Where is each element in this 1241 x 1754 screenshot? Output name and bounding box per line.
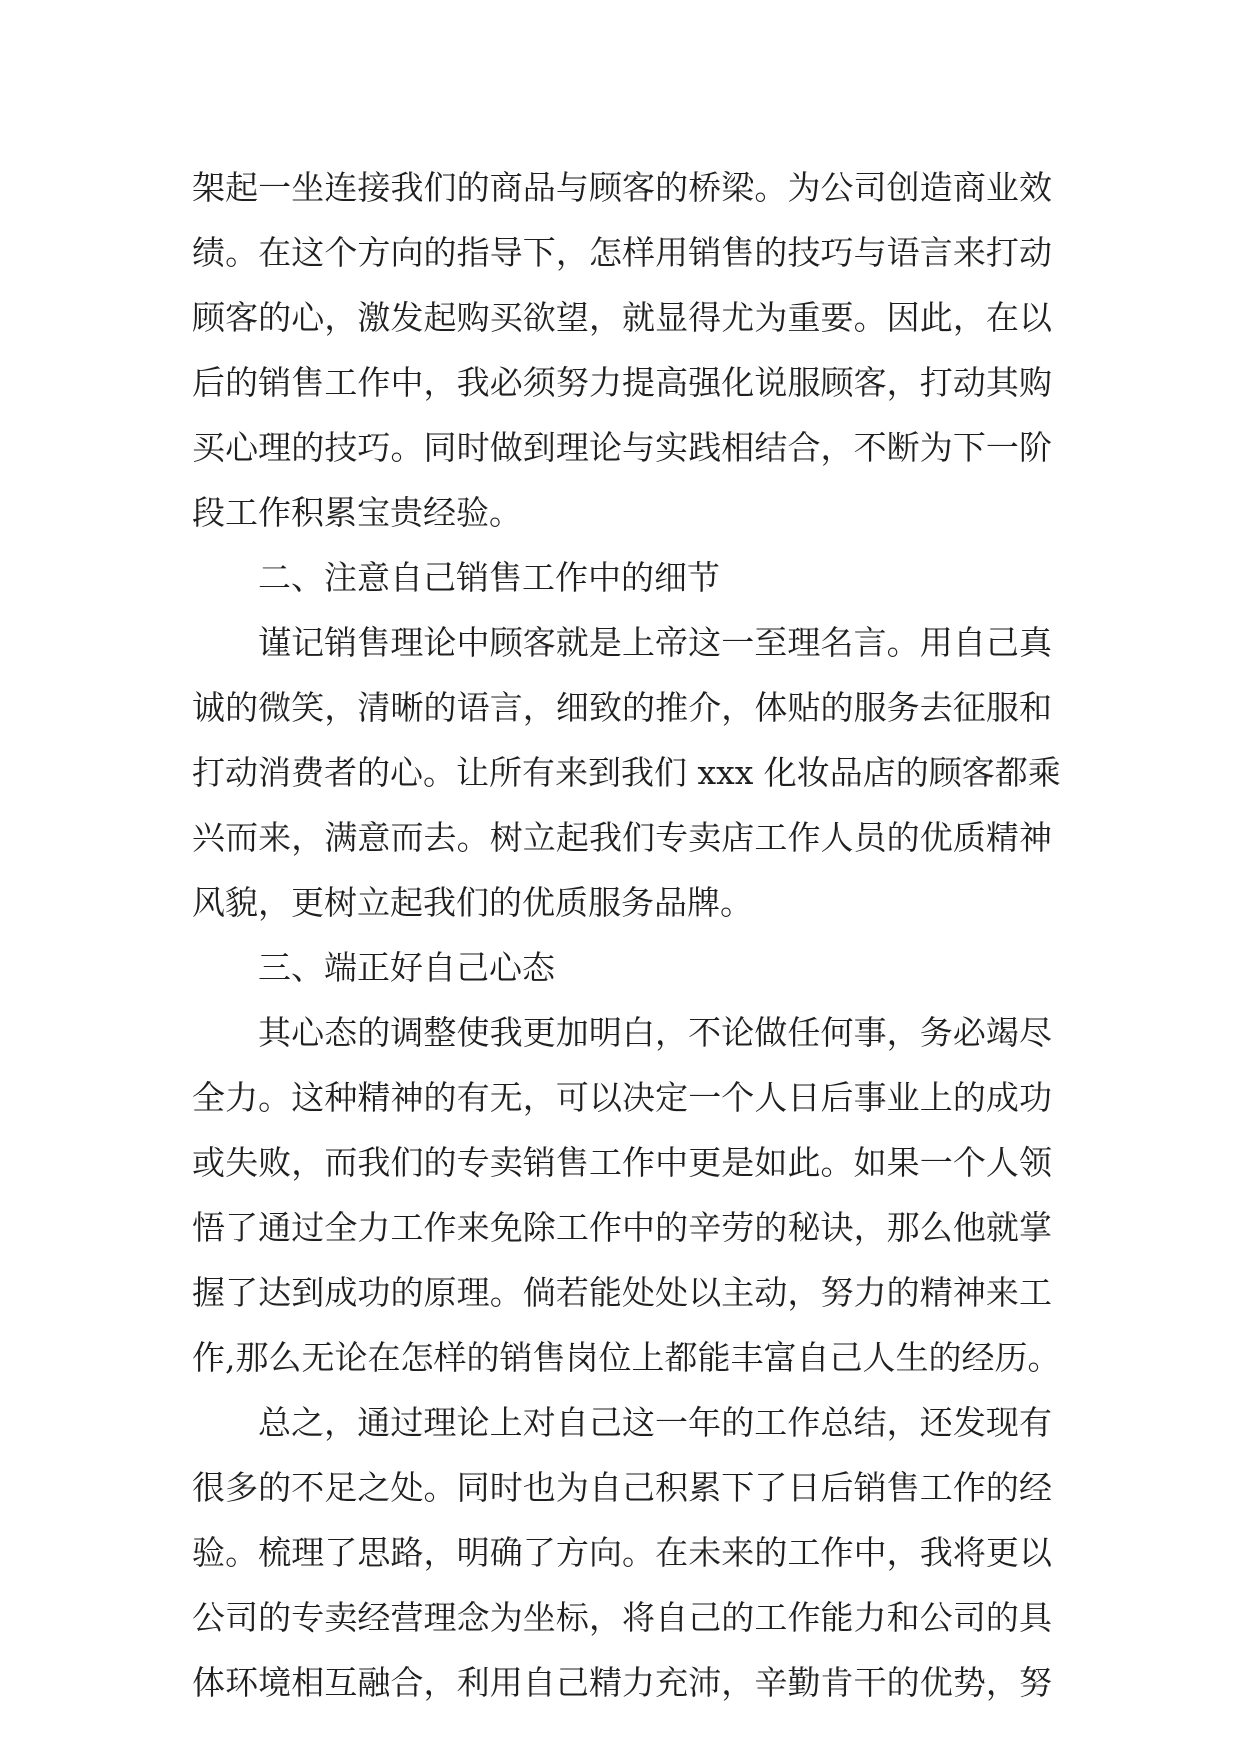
body-line: 诚的微笑，清晰的语言，细致的推介，体贴的服务去征服和 [192,688,1052,727]
section-heading: 二、注意自己销售工作中的细节 [258,558,720,597]
body-line: 公司的专卖经营理念为坐标，将自己的工作能力和公司的具 [192,1598,1052,1637]
body-line: 打动消费者的心。让所有来到我们 xxx 化妆品店的顾客都乘 [192,753,1061,792]
body-line: 或失败，而我们的专卖销售工作中更是如此。如果一个人领 [192,1143,1052,1182]
body-line: 谨记销售理论中顾客就是上帝这一至理名言。用自己真 [258,623,1052,662]
document-body [192,155,1061,1715]
body-line: 体环境相互融合，利用自己精力充沛，辛勤肯干的优势，努 [192,1663,1052,1702]
body-line: 作,那么无论在怎样的销售岗位上都能丰富自己人生的经历。 [192,1338,1061,1377]
body-line: 兴而来，满意而去。树立起我们专卖店工作人员的优质精神 [192,818,1052,857]
body-line: 全力。这种精神的有无，可以决定一个人日后事业上的成功 [192,1078,1052,1117]
body-line: 悟了通过全力工作来免除工作中的辛劳的秘诀，那么他就掌 [192,1208,1052,1247]
body-line: 顾客的心，激发起购买欲望，就显得尤为重要。因此，在以 [192,298,1052,337]
body-line: 很多的不足之处。同时也为自己积累下了日后销售工作的经 [192,1468,1052,1507]
body-line: 总之，通过理论上对自己这一年的工作总结，还发现有 [258,1403,1052,1442]
body-line: 绩。在这个方向的指导下，怎样用销售的技巧与语言来打动 [192,233,1052,272]
body-line: 验。梳理了思路，明确了方向。在未来的工作中，我将更以 [192,1533,1052,1572]
body-line: 握了达到成功的原理。倘若能处处以主动，努力的精神来工 [192,1273,1052,1312]
body-line: 风貌，更树立起我们的优质服务品牌。 [192,883,753,922]
body-line: 架起一坐连接我们的商品与顾客的桥梁。为公司创造商业效 [192,168,1052,207]
body-line: 后的销售工作中，我必须努力提高强化说服顾客，打动其购 [192,363,1052,402]
section-heading: 三、端正好自己心态 [258,948,555,987]
body-line: 其心态的调整使我更加明白，不论做任何事，务必竭尽 [258,1013,1052,1052]
body-line: 买心理的技巧。同时做到理论与实践相结合，不断为下一阶 [192,428,1052,467]
body-line: 段工作积累宝贵经验。 [192,493,522,532]
